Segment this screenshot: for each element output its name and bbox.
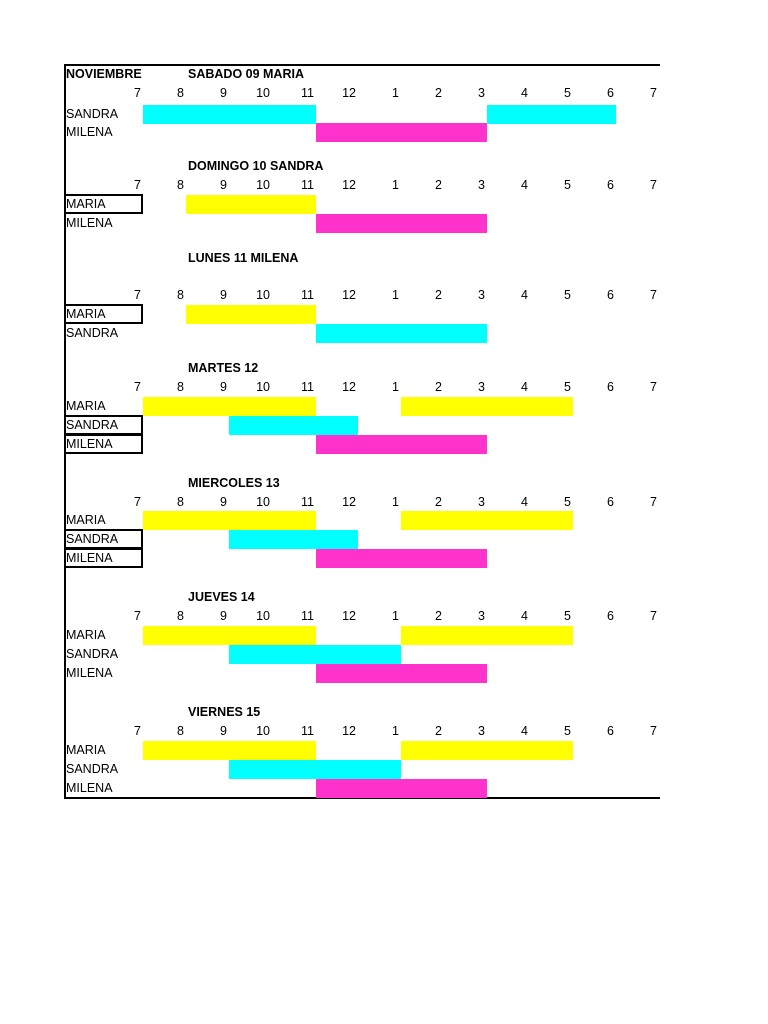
hour-label: 8 [177, 178, 184, 192]
day-title: JUEVES 14 [188, 590, 255, 604]
shift-bar [186, 305, 316, 324]
shift-bar [401, 626, 573, 645]
hour-label: 1 [392, 380, 399, 394]
hour-label: 9 [220, 495, 227, 509]
shift-bar [401, 511, 573, 530]
hour-label: 2 [435, 609, 442, 623]
employee-name: MARIA [66, 743, 106, 757]
hour-label: 10 [256, 178, 270, 192]
hour-label: 11 [301, 178, 314, 192]
hour-label: 10 [256, 609, 270, 623]
day-title: DOMINGO 10 SANDRA [188, 159, 324, 173]
employee-name: MARIA [66, 307, 106, 321]
hour-label: 8 [177, 724, 184, 738]
day-title: MARTES 12 [188, 361, 259, 375]
hour-label: 11 [301, 609, 314, 623]
hour-label: 9 [220, 86, 227, 100]
hour-label: 2 [435, 495, 442, 509]
hour-label: 11 [301, 495, 314, 509]
hour-label: 3 [478, 178, 485, 192]
hour-label: 7 [134, 86, 141, 100]
employee-name: MARIA [66, 197, 106, 211]
hour-label: 7 [134, 380, 141, 394]
hour-label: 12 [342, 495, 356, 509]
employee-name: SANDRA [66, 532, 119, 546]
hour-label: 8 [177, 288, 184, 302]
hour-label: 11 [301, 380, 314, 394]
hour-label: 10 [256, 724, 270, 738]
hour-label: 8 [177, 86, 184, 100]
shift-bar [229, 645, 401, 664]
hour-label: 6 [607, 178, 614, 192]
day-title: LUNES 11 MILENA [188, 251, 299, 265]
hour-label: 11 [301, 288, 314, 302]
hour-label: 1 [392, 609, 399, 623]
hour-label: 12 [342, 86, 356, 100]
hour-label: 9 [220, 380, 227, 394]
hour-label: 4 [521, 495, 528, 509]
shift-bar [143, 626, 316, 645]
hour-label: 6 [607, 609, 614, 623]
hour-label: 1 [392, 178, 399, 192]
hour-label: 12 [342, 288, 356, 302]
employee-name: SANDRA [66, 647, 119, 661]
hour-label: 2 [435, 178, 442, 192]
hour-label: 5 [564, 86, 571, 100]
employee-name: SANDRA [66, 762, 119, 776]
employee-name: MILENA [66, 216, 113, 230]
day-title: SABADO 09 MARIA [188, 67, 304, 81]
hour-label: 3 [478, 495, 485, 509]
hour-label: 8 [177, 495, 184, 509]
hour-label: 4 [521, 178, 528, 192]
hour-label: 8 [177, 380, 184, 394]
shift-bar [401, 741, 573, 760]
shift-bar [316, 664, 487, 683]
shift-bar [143, 105, 316, 124]
hour-label: 5 [564, 380, 571, 394]
day-title: MIERCOLES 13 [188, 476, 280, 490]
hour-label: 2 [435, 724, 442, 738]
month-label: NOVIEMBRE [66, 67, 142, 81]
employee-name: SANDRA [66, 107, 119, 121]
shift-bar [316, 123, 487, 142]
hour-label: 12 [342, 178, 356, 192]
employee-name: SANDRA [66, 418, 119, 432]
hour-label: 1 [392, 288, 399, 302]
hour-label: 3 [478, 724, 485, 738]
hour-label: 7 [134, 495, 141, 509]
hour-label: 6 [607, 724, 614, 738]
shift-bar [316, 549, 487, 568]
hour-label: 3 [478, 288, 485, 302]
employee-name: MARIA [66, 628, 106, 642]
employee-name: SANDRA [66, 326, 119, 340]
hour-label: 8 [177, 609, 184, 623]
hour-label: 10 [256, 288, 270, 302]
employee-name: MARIA [66, 399, 106, 413]
hour-label: 1 [392, 495, 399, 509]
hour-label: 2 [435, 380, 442, 394]
hour-label: 4 [521, 609, 528, 623]
hour-label: 3 [478, 609, 485, 623]
hour-label: 4 [521, 288, 528, 302]
hour-label: 5 [564, 495, 571, 509]
sheet-top-border [64, 64, 660, 66]
hour-label: 1 [392, 724, 399, 738]
hour-label: 9 [220, 178, 227, 192]
hour-label: 3 [478, 380, 485, 394]
hour-label: 7 [650, 724, 657, 738]
hour-label: 9 [220, 724, 227, 738]
shift-bar [316, 435, 487, 454]
hour-label: 5 [564, 724, 571, 738]
hour-label: 9 [220, 609, 227, 623]
hour-label: 4 [521, 86, 528, 100]
hour-label: 2 [435, 288, 442, 302]
hour-label: 12 [342, 380, 356, 394]
hour-label: 7 [134, 609, 141, 623]
hour-label: 7 [650, 86, 657, 100]
hour-label: 6 [607, 288, 614, 302]
hour-label: 6 [607, 86, 614, 100]
shift-bar [229, 760, 401, 779]
employee-name: MILENA [66, 437, 113, 451]
shift-bar [143, 741, 316, 760]
hour-label: 11 [301, 86, 314, 100]
employee-name: MARIA [66, 513, 106, 527]
hour-label: 10 [256, 86, 270, 100]
shift-bar [316, 779, 487, 798]
shift-bar [401, 397, 573, 416]
hour-label: 5 [564, 178, 571, 192]
hour-label: 7 [650, 609, 657, 623]
hour-label: 7 [650, 380, 657, 394]
shift-bar [487, 105, 616, 124]
shift-bar [229, 530, 358, 549]
hour-label: 7 [650, 495, 657, 509]
hour-label: 12 [342, 609, 356, 623]
hour-label: 7 [650, 178, 657, 192]
hour-label: 6 [607, 495, 614, 509]
hour-label: 7 [134, 288, 141, 302]
hour-label: 4 [521, 724, 528, 738]
hour-label: 3 [478, 86, 485, 100]
shift-bar [143, 397, 316, 416]
hour-label: 9 [220, 288, 227, 302]
shift-bar [316, 214, 487, 233]
employee-name: MILENA [66, 125, 113, 139]
employee-name: MILENA [66, 551, 113, 565]
shift-bar [229, 416, 358, 435]
hour-label: 6 [607, 380, 614, 394]
hour-label: 2 [435, 86, 442, 100]
hour-label: 11 [301, 724, 314, 738]
hour-label: 7 [134, 724, 141, 738]
shift-bar [316, 324, 487, 343]
hour-label: 10 [256, 495, 270, 509]
employee-name: MILENA [66, 666, 113, 680]
hour-label: 10 [256, 380, 270, 394]
hour-label: 4 [521, 380, 528, 394]
hour-label: 7 [650, 288, 657, 302]
employee-name: MILENA [66, 781, 113, 795]
day-title: VIERNES 15 [188, 705, 261, 719]
hour-label: 5 [564, 288, 571, 302]
hour-label: 12 [342, 724, 356, 738]
shift-bar [143, 511, 316, 530]
hour-label: 5 [564, 609, 571, 623]
shift-bar [186, 195, 316, 214]
hour-label: 1 [392, 86, 399, 100]
hour-label: 7 [134, 178, 141, 192]
